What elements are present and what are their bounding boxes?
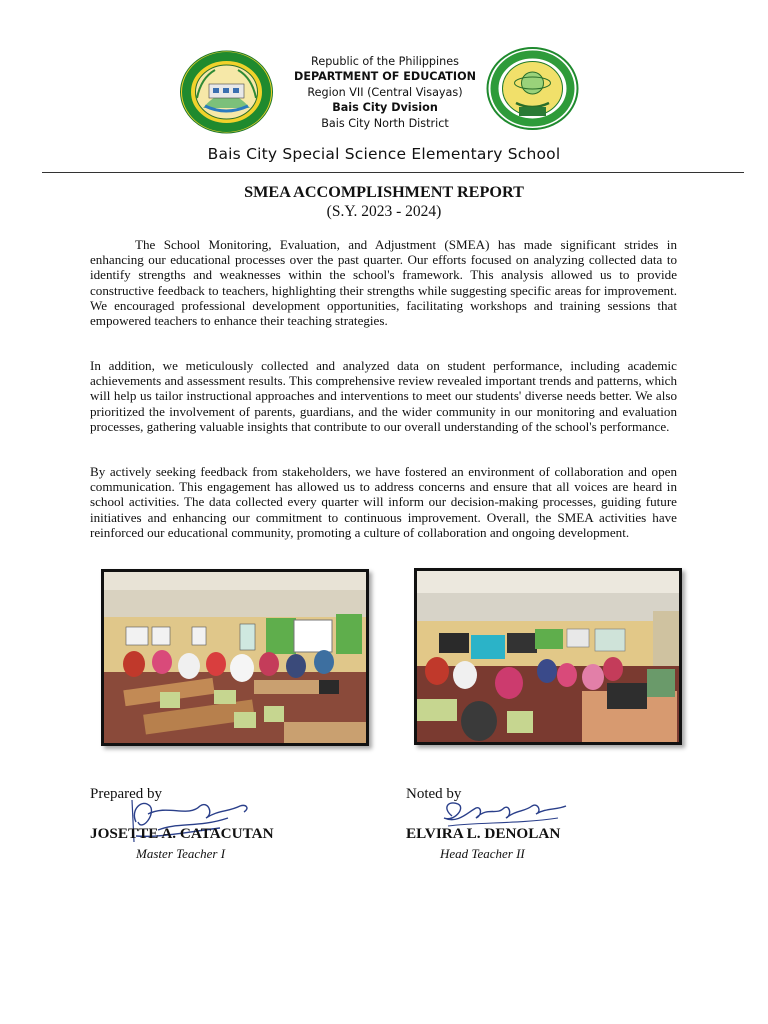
- header-divider: [42, 172, 744, 173]
- division-line: Bais City Dvision: [332, 101, 438, 115]
- report-title: SMEA ACCOMPLISHMENT REPORT: [244, 183, 524, 201]
- school-name: Bais City Special Science Elementary School: [207, 145, 561, 163]
- school-seal-icon: [486, 47, 579, 130]
- division-seal-logo: [179, 50, 274, 134]
- classroom-photo-2: [414, 568, 682, 745]
- classroom-photo-icon: [417, 571, 679, 742]
- district-line: Bais City North District: [321, 116, 449, 130]
- prepared-by-label: Prepared by: [90, 786, 163, 802]
- department-line: DEPARTMENT OF EDUCATION: [294, 70, 476, 84]
- school-year: (S.Y. 2023 - 2024): [326, 203, 442, 220]
- noted-by-label: Noted by: [406, 786, 462, 802]
- noted-by-name: ELVIRA L. DENOLAN: [406, 825, 561, 842]
- prepared-by-role: Master Teacher I: [136, 846, 226, 861]
- noted-by-role: Head Teacher II: [440, 846, 525, 861]
- republic-line: Republic of the Philippines: [311, 55, 459, 68]
- paragraph-2: In addition, we meticulously collected and analyzed data on student performance, including academic achievements and assessment results. This comprehensive review revealed important trends and patterns, which will help us tailor instructional approaches and interventions to meet our students' diverse needs better. We also prioritized the involvement of parents, guardians, and the wider community in our monitoring and evaluation processes, gathering valuable insights that contribute to our overall understanding of the school's performance.: [90, 358, 677, 434]
- division-seal-icon: [179, 50, 274, 134]
- prepared-by-name: JOSETTE A. CATACUTAN: [90, 825, 274, 842]
- school-seal-logo: [486, 47, 579, 130]
- classroom-photo-icon: [104, 572, 366, 743]
- classroom-photo-1: [101, 569, 369, 746]
- region-line: Region VII (Central Visayas): [307, 85, 463, 99]
- paragraph-3: By actively seeking feedback from stakeholders, we have fostered an environment of collaboration and open communication. This engagement has allowed us to address concerns and ensure that all voices are heard in school activities. The data collected every quarter will inform our decision-making processes, guiding future initiatives and enhancing our commitment to continuous improvement. Overall, the SMEA activities have reinforced our educational community, promoting a culture of collaboration and ongoing development.: [90, 464, 677, 540]
- paragraph-1: The School Monitoring, Evaluation, and Adjustment (SMEA) has made significant strides in enhancing our educational processes over the past quarter. Our efforts focused on analyzing collected data to identify strengths and weaknesses within the school's framework. This analysis allowed us to provide constructive feedback to teachers, highlighting their strengths while suggesting specific areas for improvement. We encouraged professional development opportunities, facilitating workshops and training sessions that empowered teachers to enhance their teaching strategies.: [90, 237, 677, 329]
- header-block: [290, 54, 480, 131]
